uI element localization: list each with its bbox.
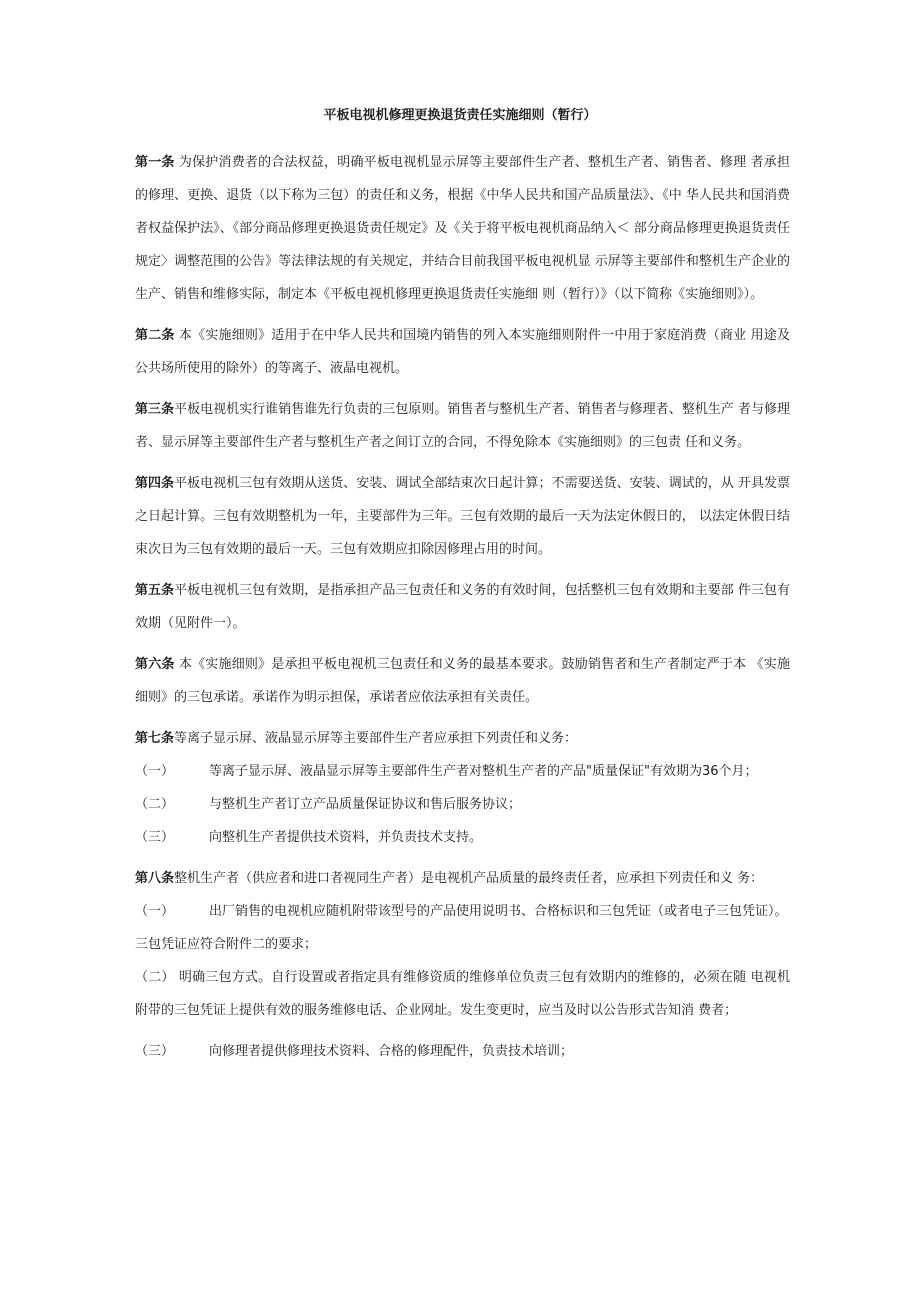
item-number: （一） <box>135 764 175 779</box>
article-8-item-2: （二） 明确三包方式。自行设置或者指定具有维修资质的维修单位负责三包有效期内的维修的，必须在随 电视机附带的三包凭证上提供有效的服务维修电话、企业网址。发生变更时，应当及时以公告形式告知消 费者； <box>135 970 790 1018</box>
article-text: 等离子显示屏、液晶显示屏等主要部件生产者应承担下列责任和义务： <box>174 731 578 746</box>
article-label: 第三条 <box>135 402 175 417</box>
article-text: 整机生产者（供应者和进口者视同生产者）是电视机产品质量的最终责任者，应承担下列责任和义 务： <box>174 871 764 886</box>
item-text: 等离子显示屏、液晶显示屏等主要部件生产者对整机生产者的产品"质量保证"有效期为36个月； <box>209 764 758 779</box>
article-8-item-3 <box>135 1035 790 1068</box>
item-number: （三） <box>135 1044 175 1059</box>
article-7-item-3 <box>135 821 790 854</box>
item-number: （一） <box>135 904 175 919</box>
article-label: 第六条 <box>135 657 175 672</box>
article-7-item-2 <box>135 788 790 821</box>
item-text: 出厂销售的电视机应随机附带该型号的产品使用说明书、合格标识和三包凭证（或者电子三包凭证）。 <box>209 904 788 919</box>
article-3 <box>135 393 790 459</box>
article-7 <box>135 722 790 755</box>
article-text: 平板电视机三包有效期，是指承担产品三包责任和义务的有效时间，包括整机三包有效期和主要部 件三包有效期（见附件一）。 <box>135 583 790 631</box>
article-8-note: 三包凭证应符合附件二的要求； <box>135 937 318 952</box>
article-label: 第二条 <box>135 328 175 343</box>
article-text: 平板电视机三包有效期从送货、安装、调试全部结束次日起计算；不需要送货、安装、调试的，从 开具发票之日起计算。三包有效期整机为一年，主要部件为三年。三包有效期的最后一天为法定休假日的， 以法定休假日结束次日为三包有效期的最后一天。三包有效期应扣除因修理占用的时间。 <box>135 476 790 557</box>
item-number: （二） <box>135 797 175 812</box>
article-text: 为保护消费者的合法权益，明确平板电视机显示屏等主要部件生产者、整机生产者、销售者、修理 者承担的修理、更换、退货（以下称为三包）的责任和义务，根据《中华人民共和国产品质量法》、《中 华人民共和国消费者权益保护法》、《部分商品修理更换退货责任规定》及《关于将平板电视机商品纳入＜ 部分商品修理更换退货责任规定〉调整范围的公告》等法律法规的有关规定，并结合目前我国平板电视机显 示屏等主要部件和整机生产企业的生产、销售和维修实际，制定本《平板电视机修理更换退货责任实施细 则（暂行）》（以下简称《实施细则》）。 <box>135 155 790 302</box>
article-label: 第四条 <box>135 476 175 491</box>
article-text: 平板电视机实行谁销售谁先行负责的三包原则。销售者与整机生产者、销售者与修理者、整机生产 者与修理者、显示屏等主要部件生产者与整机生产者之间订立的合同，不得免除本《实施细则》的三包责 任和义务。 <box>135 402 790 450</box>
article-label: 第八条 <box>135 871 175 886</box>
article-5 <box>135 574 790 640</box>
article-6 <box>135 648 790 714</box>
item-text: 与整机生产者订立产品质量保证协议和售后服务协议； <box>209 797 522 812</box>
article-label: 第一条 <box>135 155 175 170</box>
article-label: 第五条 <box>135 583 175 598</box>
document-title: 平板电视机修理更换退货责任实施细则（暂行） <box>323 108 597 123</box>
article-8-item-1 <box>135 895 790 928</box>
article-4 <box>135 467 790 566</box>
article-1 <box>135 146 790 311</box>
item-text: 向整机生产者提供技术资料，并负责技术支持。 <box>209 830 483 845</box>
article-text: 本《实施细则》是承担平板电视机三包责任和义务的最基本要求。鼓励销售者和生产者制定严于本 《实施细则》的三包承诺。承诺作为明示担保，承诺者应依法承担有关责任。 <box>135 657 790 705</box>
item-text: 向修理者提供修理技术资料、合格的修理配件，负责技术培训； <box>209 1044 574 1059</box>
article-7-item-1 <box>135 755 790 788</box>
item-number: （三） <box>135 830 175 845</box>
article-8 <box>135 862 790 895</box>
article-2 <box>135 319 790 385</box>
article-text: 本《实施细则》适用于在中华人民共和国境内销售的列入本实施细则附件一中用于家庭消费（商业 用途及公共场所使用的除外）的等离子、液晶电视机。 <box>135 328 790 376</box>
document-body <box>135 146 790 1068</box>
article-label: 第七条 <box>135 731 175 746</box>
